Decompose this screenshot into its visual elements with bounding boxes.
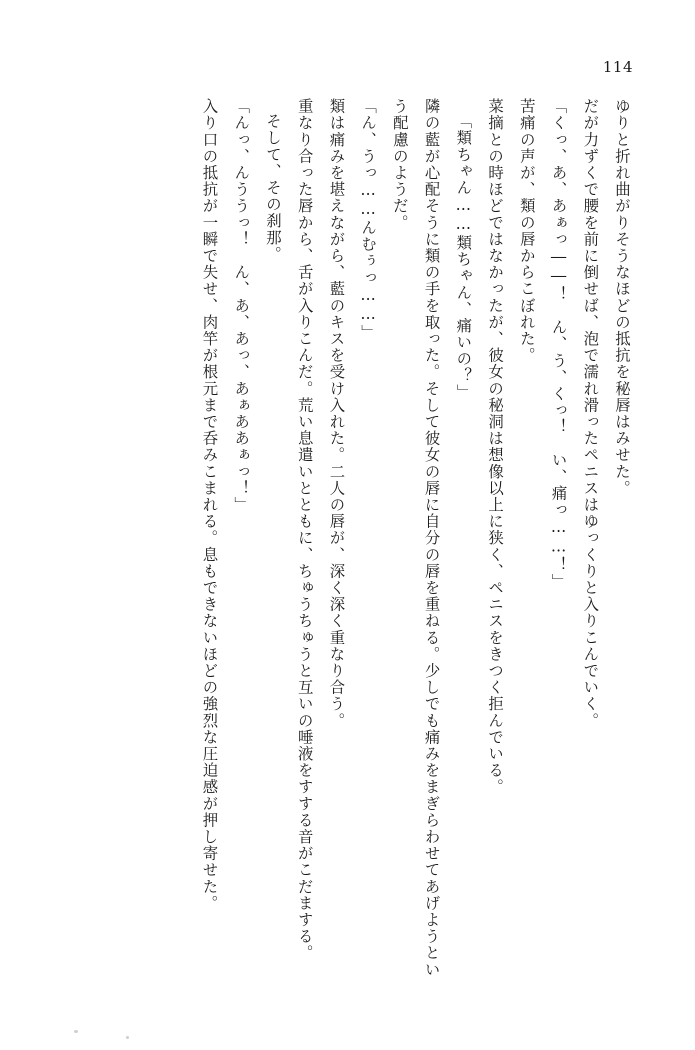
paragraph: 「くっ、あ、あぁっ――！ ん、う、くっ！ い、痛っ……！」	[549, 98, 568, 590]
paragraph: 隣の藍が心配そうに類の手を取った。そして彼女の唇に自分の唇を重ねる。少しでも痛みをまぎらわせてあげようという配慮のようだ。	[390, 98, 441, 978]
paragraph: 「ん、うっ……んむぅっ……」	[359, 98, 378, 341]
paragraph: 類は痛みを堪えながら、藍のキスを受け入れた。二人の唇が、深く深く重なり合う。	[327, 98, 346, 729]
vertical-text-body	[58, 98, 637, 978]
paragraph: 「類ちゃん……類ちゃん、痛いの？」	[454, 113, 473, 401]
print-speck	[74, 1030, 78, 1033]
print-speck	[126, 1036, 129, 1039]
paragraph: 「んっ、んううっ！ ん、あ、あっ、あぁああぁっ！」	[232, 98, 251, 513]
paragraph: そして、その刹那。	[263, 113, 282, 263]
paragraph: 菜摘との時ほどではなかったが、彼女の秘洞は想像以上に狭く、ペニスをきつく拒んでいる。	[486, 98, 505, 796]
paragraph: ゆりと折れ曲がりそうなほどの抵抗を秘唇はみせた。	[613, 98, 631, 497]
paragraph: 苦痛の声が、類の唇からこぼれた。	[517, 98, 536, 364]
page-number: 114	[602, 58, 633, 76]
paragraph: 重なり合った唇から、舌が入りこんだ。荒い息遣いとともに、ちゅうちゅうと互いの唾液をすする音がこだまする。	[295, 98, 314, 962]
paragraph: 入り口の抵抗が一瞬で失せ、肉竿が根元まで呑みこまれる。息もできないほどの強烈な圧迫感が押し寄せた。	[200, 98, 219, 912]
paragraph: だが力ずくで腰を前に倒せば、泡で濡れ滑ったペニスはゆっくりと入りこんでいく。	[581, 98, 600, 729]
